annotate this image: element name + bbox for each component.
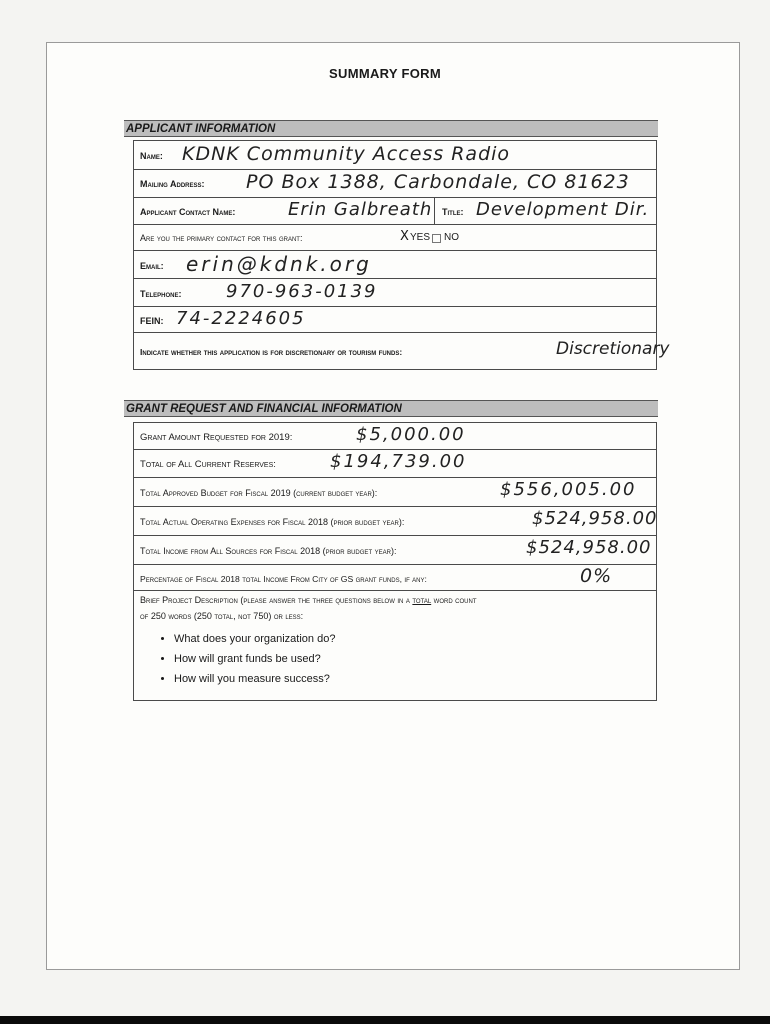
mailing-address-label: Mailing Address: [140, 179, 205, 189]
reserves-row [134, 450, 656, 478]
fein-row [134, 307, 656, 333]
budget-row [134, 478, 656, 507]
funds-type-label: Indicate whether this application is for discretionary or tourism funds: [140, 347, 403, 357]
description-instruction-part3: word count [431, 595, 477, 605]
grant-amount-label: Grant Amount Requested for 2019: [140, 432, 293, 443]
name-row [134, 141, 656, 170]
description-instruction-line2: of 250 words (250 total, not 750) or less: [140, 611, 304, 621]
primary-contact-label: Are you the primary contact for this grant: [140, 233, 303, 243]
list-item: • How will grant funds be used? [174, 649, 335, 669]
description-instruction-total: total [412, 595, 432, 605]
percent-value[interactable]: 0% [580, 565, 613, 587]
budget-label: Total Approved Budget for Fiscal 2019 (current budget year): [140, 488, 378, 498]
email-row [134, 251, 656, 279]
address-row [134, 170, 656, 198]
percent-label: Percentage of Fiscal 2018 total Income From City of GS grant funds, if any: [140, 574, 427, 584]
amount-row [134, 423, 656, 450]
income-value[interactable]: $524,958.00 [526, 537, 652, 558]
description-instruction-line1 [140, 595, 477, 605]
contact-name-value[interactable]: Erin Galbreath [288, 199, 433, 220]
description-questions-list [162, 629, 335, 689]
primary-contact-row [134, 225, 656, 251]
expenses-row [134, 507, 656, 536]
email-value[interactable]: erin@kdnk.org [186, 252, 372, 276]
description-instruction-part1: Brief Project Description (please answer the three questions below in a [140, 595, 413, 605]
list-item: • How will you measure success? [174, 669, 335, 689]
funds-row [134, 333, 670, 371]
contact-name-label: Applicant Contact Name: [140, 207, 236, 217]
contact-row [134, 198, 656, 225]
expenses-label: Total Actual Operating Expenses for Fiscal 2018 (prior budget year): [140, 517, 405, 527]
title-divider [434, 198, 435, 224]
mailing-address-value[interactable]: PO Box 1388, Carbondale, CO 81623 [246, 171, 630, 193]
yes-mark[interactable]: X [400, 229, 409, 244]
grant-amount-value[interactable]: $5,000.00 [356, 424, 466, 445]
name-value[interactable]: KDNK Community Access Radio [182, 143, 511, 165]
list-item: • What does your organization do? [174, 629, 335, 649]
email-label: Email: [140, 261, 164, 271]
budget-value[interactable]: $556,005.00 [500, 479, 637, 500]
grant-info-box [133, 422, 657, 701]
reserves-label: Total of All Current Reserves: [140, 459, 276, 470]
no-label: NO [444, 232, 459, 243]
telephone-row [134, 279, 656, 307]
title-value[interactable]: Development Dir. [476, 199, 650, 220]
percent-row [134, 565, 656, 591]
no-checkbox[interactable] [432, 234, 441, 243]
income-row [134, 536, 656, 565]
name-label: Name: [140, 151, 163, 161]
telephone-value[interactable]: 970-963-0139 [226, 281, 378, 302]
telephone-label: Telephone: [140, 289, 182, 299]
fein-label: FEIN: [140, 316, 164, 326]
fein-value[interactable]: 74-2224605 [176, 308, 306, 329]
form-title: SUMMARY FORM [329, 66, 441, 81]
yes-label: YES [410, 232, 431, 243]
expenses-value[interactable]: $524,958.00 [532, 508, 658, 529]
scan-edge [0, 1016, 770, 1024]
applicant-section-header: APPLICANT INFORMATION [124, 120, 658, 137]
project-description-area[interactable] [134, 591, 656, 701]
grant-section-header: GRANT REQUEST AND FINANCIAL INFORMATION [124, 400, 658, 417]
title-label: Title: [442, 207, 464, 217]
applicant-info-box [133, 140, 670, 370]
reserves-value[interactable]: $194,739.00 [330, 451, 467, 472]
income-label: Total Income from All Sources for Fiscal 2018 (prior budget year): [140, 546, 397, 556]
funds-type-value[interactable]: Discretionary [556, 339, 670, 359]
